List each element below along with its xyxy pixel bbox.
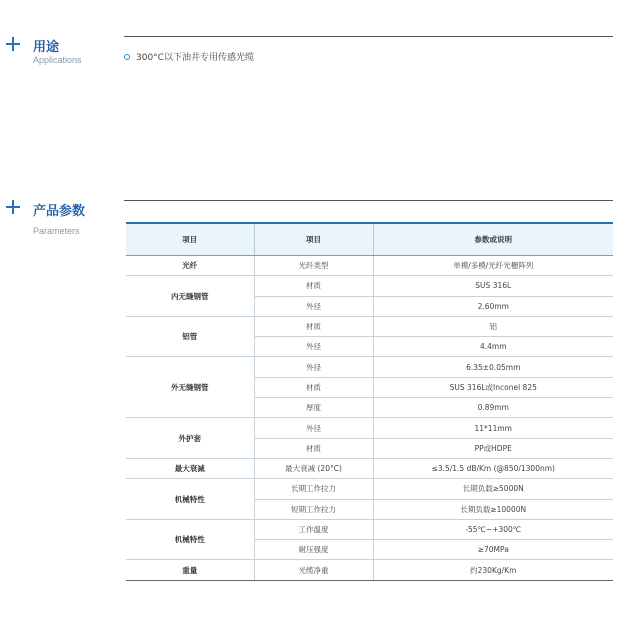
plus-cross-icon — [6, 37, 20, 51]
table-row — [126, 316, 613, 336]
table-row — [126, 256, 613, 276]
value-cell: 单模/多模/光纤光栅阵列 — [373, 256, 613, 276]
applications-divider — [124, 36, 613, 37]
item-cell: 最大衰减 — [126, 458, 254, 478]
sub-item-cell: 耐压强度 — [254, 540, 373, 560]
sub-item-cell: 光纤类型 — [254, 256, 373, 276]
item-cell: 机械特性 — [126, 519, 254, 560]
table-header-row — [126, 223, 613, 256]
table-row — [126, 418, 613, 438]
parameters-subtitle: Parameters — [33, 226, 80, 236]
item-cell: 光纤 — [126, 256, 254, 276]
item-cell: 外无缝钢管 — [126, 357, 254, 418]
sub-item-cell: 外径 — [254, 357, 373, 377]
header-cell: 项目 — [126, 223, 254, 256]
value-cell: 2.60mm — [373, 296, 613, 316]
bullet-ring-icon — [124, 54, 130, 60]
sub-item-cell: 长期工作拉力 — [254, 479, 373, 499]
plus-cross-icon — [6, 200, 20, 214]
sub-item-cell: 材质 — [254, 276, 373, 296]
header-cell: 参数或说明 — [373, 223, 613, 256]
sub-item-cell: 厚度 — [254, 398, 373, 418]
table-row — [126, 560, 613, 580]
application-item-text: 300°C以下油井专用传感光缆 — [136, 53, 254, 63]
item-cell: 重量 — [126, 560, 254, 580]
sub-item-cell: 最大衰减 (20°C) — [254, 458, 373, 478]
table-row — [126, 519, 613, 539]
value-cell: 长期负载≥5000N — [373, 479, 613, 499]
sub-item-cell: 材质 — [254, 316, 373, 336]
parameters-title: 产品参数 — [33, 204, 86, 219]
value-cell: ≥70MPa — [373, 540, 613, 560]
sub-item-cell: 光缆净重 — [254, 560, 373, 580]
header-cell: 项目 — [254, 223, 373, 256]
value-cell: 铝 — [373, 316, 613, 336]
item-cell: 内无缝钢管 — [126, 276, 254, 317]
parameters-table — [126, 222, 613, 581]
sub-item-cell: 短期工作拉力 — [254, 499, 373, 519]
value-cell: 0.89mm — [373, 398, 613, 418]
sub-item-cell: 材质 — [254, 438, 373, 458]
sub-item-cell: 外径 — [254, 296, 373, 316]
sub-item-cell: 材质 — [254, 377, 373, 397]
sub-item-cell: 外径 — [254, 337, 373, 357]
value-cell: 11*11mm — [373, 418, 613, 438]
item-cell: 铝管 — [126, 316, 254, 357]
applications-subtitle: Applications — [33, 55, 82, 65]
value-cell: 长期负载≥10000N — [373, 499, 613, 519]
item-cell: 外护套 — [126, 418, 254, 459]
value-cell: SUS 316L或Inconel 825 — [373, 377, 613, 397]
value-cell: 4.4mm — [373, 337, 613, 357]
value-cell: PP或HDPE — [373, 438, 613, 458]
parameters-divider — [124, 200, 613, 201]
application-item — [124, 50, 254, 63]
applications-title: 用途 — [33, 40, 60, 55]
table-row — [126, 357, 613, 377]
table-row — [126, 276, 613, 296]
table-row — [126, 479, 613, 499]
sub-item-cell: 工作温度 — [254, 519, 373, 539]
value-cell: SUS 316L — [373, 276, 613, 296]
item-cell: 机械特性 — [126, 479, 254, 520]
value-cell: 6.35±0.05mm — [373, 357, 613, 377]
table-row — [126, 458, 613, 478]
value-cell: ≤3.5/1.5 dB/Km (@850/1300nm) — [373, 458, 613, 478]
value-cell: -55℃~+300℃ — [373, 519, 613, 539]
sub-item-cell: 外径 — [254, 418, 373, 438]
value-cell: 约230Kg/Km — [373, 560, 613, 580]
